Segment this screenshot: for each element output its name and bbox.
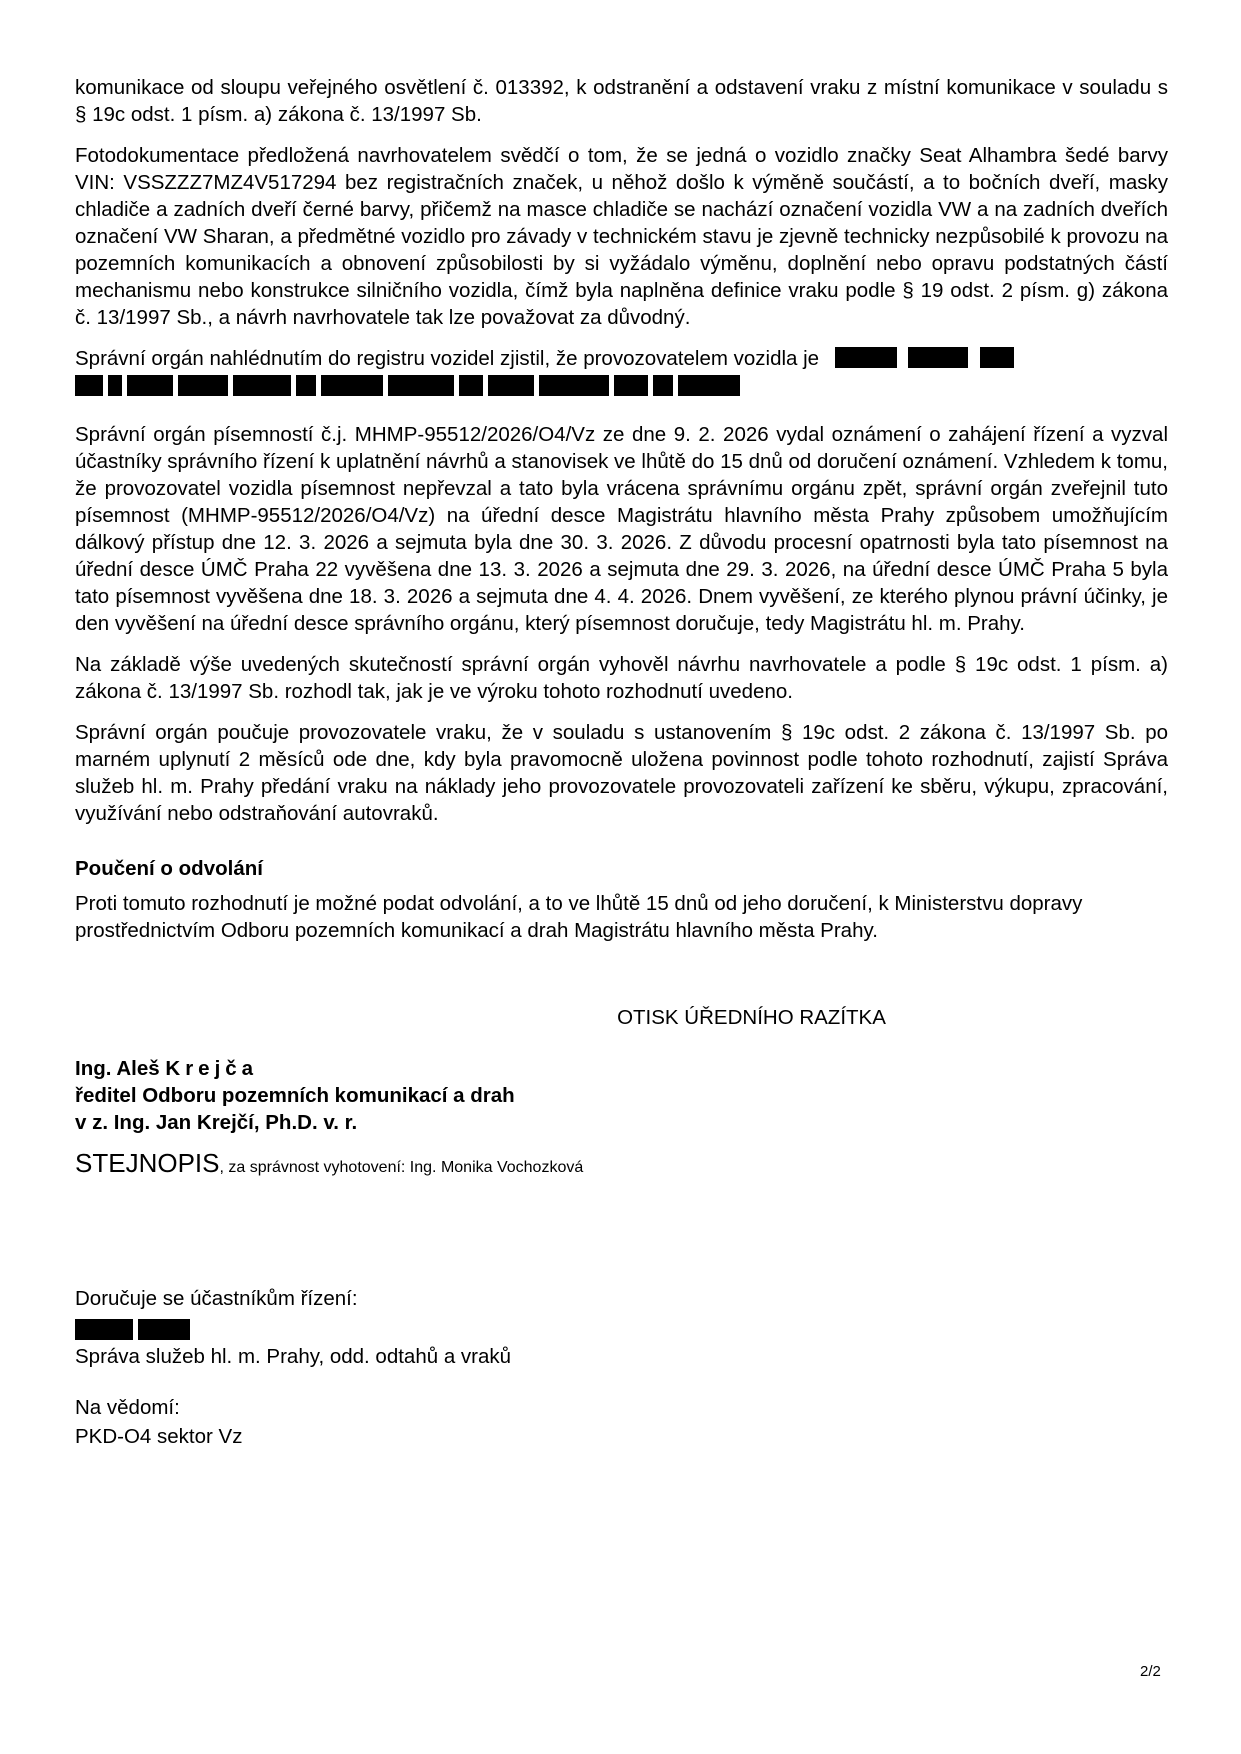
page-number: 2/2 <box>1140 1663 1161 1680</box>
redaction-block <box>321 375 383 396</box>
paragraph-decision: Na základě výše uvedených skutečností správní orgán vyhověl návrhu navrhovatele a podle § 19c odst. 1 písm. a) zákona č. 13/1997 Sb. rozhodl tak, jak je ve výroku tohoto rozhodnutí uvedeno. <box>75 653 1168 703</box>
redaction-block <box>614 375 648 396</box>
signer-role: ředitel Odboru pozemních komunikací a drah <box>75 1084 515 1107</box>
paragraph-road: komunikace od sloupu veřejného osvětlení č. 013392, k odstranění a odstavení vraku z místní komunikace v souladu s § 19c odst. 1 písm. a) zákona č. 13/1997 Sb. <box>75 76 1168 126</box>
redaction-block <box>127 375 173 396</box>
redaction-block <box>459 375 483 396</box>
official-stamp-text: OTISK ÚŘEDNÍHO RAZÍTKA <box>617 1006 886 1029</box>
redaction-block <box>908 347 968 368</box>
distribution-title: Doručuje se účastníkům řízení: <box>75 1287 358 1310</box>
redaction-block <box>108 375 122 396</box>
paragraph-proceedings: Správní orgán písemností č.j. MHMP-95512/2026/O4/Vz ze dne 9. 2. 2026 vydal oznámení o zahájení řízení a vyzval účastníky správního řízení k uplatnění návrhů a stanovisek ve lhůtě do 15 dnů od doručení oznámení. Vzhledem k tomu, že provozovatel vozidla písemnost nepřevzal a tato byla vrácena správnímu orgánu zpět, správní orgán zveřejnil tuto písemnost (MHMP-95512/2026/O4/Vz) na úřední desce Magistrátu hlavního města Prahy způsobem umožňujícím dálkový přístup dne 12. 3. 2026 a sejmuta byla dne 30. 3. 2026. Z důvodu procesní opatrnosti byla tato písemnost na úřední desce ÚMČ Praha 22 vyvěšena dne 13. 3. 2026 a sejmuta dne 29. 3. 2026, na úřední desce ÚMČ Praha 5 byla tato písemnost vyvěšena dne 18. 3. 2026 a sejmuta dne 4. 4. 2026. Dnem vyvěšení, ze kterého plynou právní účinky, je den vyvěšení na úřední desce správního orgánu, který písemnost doručuje, tedy Magistrátu hl. m. Prahy. <box>75 423 1168 635</box>
distribution-recipient: Správa služeb hl. m. Prahy, odd. odtahů a vraků <box>75 1345 512 1368</box>
redaction-block <box>178 375 228 396</box>
redaction-block <box>75 1319 133 1340</box>
signer-name-prefix: Ing. Aleš <box>75 1057 160 1080</box>
paragraph-instruction: Správní orgán poučuje provozovatele vraku, že v souladu s ustanovením § 19c odst. 2 zákona č. 13/1997 Sb. po marném uplynutí 2 měsíců ode dne, kdy byla pravomocně uložena povinnost podle tohoto rozhodnutí, zajistí Správa služeb hl. m. Prahy předání vraku na náklady jeho provozovatele provozovateli zařízení ke sběru, výkupu, zpracování, využívání nebo odstraňování autovraků. <box>75 721 1168 825</box>
redaction-block <box>296 375 316 396</box>
redaction-block <box>388 375 454 396</box>
paragraph-photo-documentation: Fotodokumentace předložená navrhovatelem svědčí o tom, že se jedná o vozidlo značky Seat Alhambra šedé barvy VIN: VSSZZZ7MZ4V517294 bez registračních značek, u něhož došlo k výměně součástí, a to bočních dveří, masky chladiče a zadních dveří černé barvy, přičemž na masce chladiče se nachází označení vozidla VW a na zadních dveřích označení VW Sharan, a předmětné vozidlo pro závady v technickém stavu je zjevně technicky nezpůsobilé k provozu na pozemních komunikacích a obnovení způsobilosti by si vyžádalo výměnu, doplnění nebo opravu podstatných částí mechanismu nebo konstrukce silničního vozidla, čímž byla naplněna definice vraku podle § 19 odst. 2 písm. g) zákona č. 13/1997 Sb., a návrh navrhovatele tak lze považovat za důvodný. <box>75 144 1168 329</box>
signer-deputy: v z. Ing. Jan Krejčí, Ph.D. v. r. <box>75 1111 358 1134</box>
appeal-text: Proti tomuto rozhodnutí je možné podat odvolání, a to ve lhůtě 15 dnů od jeho doručení, k Ministerstvu dopravy prostřednictvím Odboru pozemních komunikací a drah Magistrátu hlavního města Prahy. <box>75 892 1083 942</box>
redaction-block <box>980 347 1014 368</box>
redaction-block <box>653 375 673 396</box>
redaction-block <box>75 375 103 396</box>
redaction-block <box>835 347 897 368</box>
redaction-line <box>75 372 1168 399</box>
notice-title: Na vědomí: <box>75 1396 180 1419</box>
signer-surname: Krejča <box>165 1057 259 1080</box>
appeal-heading: Poučení o odvolání <box>75 857 263 880</box>
notice-recipient: PKD-O4 sektor Vz <box>75 1425 243 1448</box>
redaction-block <box>539 375 609 396</box>
copy-verification: , za správnost vyhotovení: Ing. Monika Vochozková <box>219 1159 584 1176</box>
redaction-line <box>75 1316 1168 1343</box>
signature-block <box>75 1055 1168 1136</box>
copy-note <box>75 1148 1168 1183</box>
redaction-block <box>233 375 291 396</box>
redaction-block <box>678 375 740 396</box>
paragraph-operator <box>75 345 1168 399</box>
operator-text: Správní orgán nahlédnutím do registru vozidel zjistil, že provozovatelem vozidla je <box>75 347 820 370</box>
copy-label: STEJNOPIS <box>75 1148 220 1178</box>
document-page <box>75 74 1168 1450</box>
redaction-block <box>488 375 534 396</box>
redaction-block <box>138 1319 190 1340</box>
